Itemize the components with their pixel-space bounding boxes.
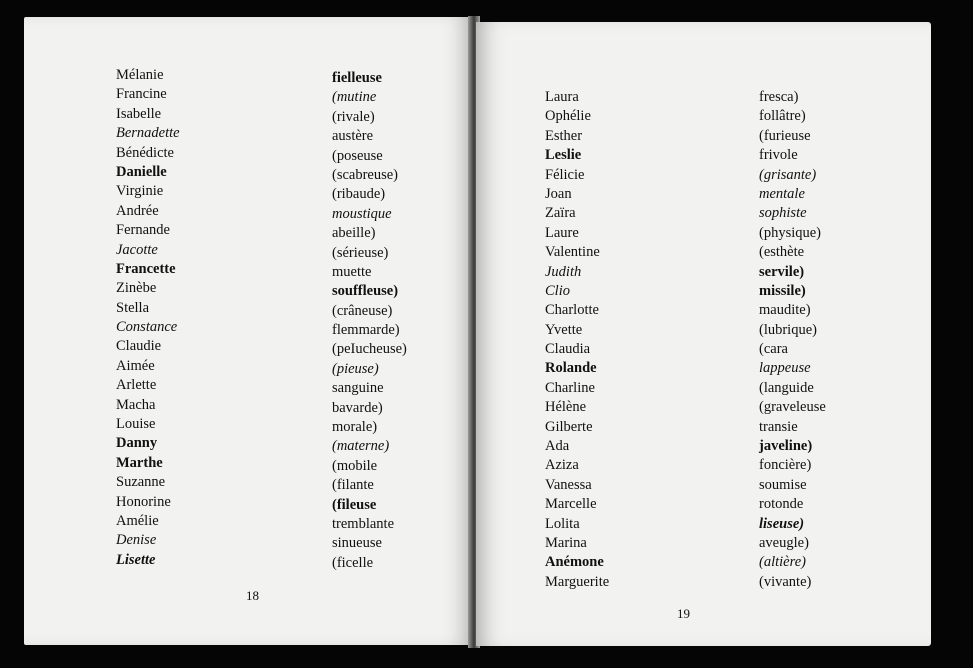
name-entry: Claudia — [545, 341, 591, 358]
word-entry: (pieuse) — [332, 360, 379, 377]
name-entry: Stella — [116, 299, 150, 316]
word-entry: missile) — [759, 282, 806, 299]
word-entry: servile) — [759, 263, 805, 280]
word-entry: muette — [332, 263, 372, 280]
word-entry: moustique — [332, 205, 392, 222]
name-entry: Virginie — [116, 183, 164, 200]
word-entry: (languide — [759, 379, 814, 396]
word-entry: (ficelle — [332, 554, 374, 571]
name-entry: Arlette — [116, 377, 157, 394]
right-names-column — [545, 88, 609, 592]
word-entry: lappeuse — [759, 360, 811, 377]
name-entry: Vanessa — [545, 476, 592, 493]
page-number-right: 19 — [677, 606, 690, 621]
name-entry: Joan — [545, 185, 572, 202]
word-entry: (sérieuse) — [332, 244, 389, 261]
word-entry: (vivante) — [759, 573, 812, 590]
name-entry: Marina — [545, 534, 587, 551]
name-entry: Ophélie — [545, 108, 591, 125]
word-entry: (lubrique) — [759, 321, 817, 338]
word-entry: rotonde — [759, 496, 804, 513]
name-entry: Constance — [116, 319, 178, 336]
name-entry: Esther — [545, 127, 583, 144]
name-entry: Danielle — [116, 163, 167, 180]
name-entry: Lisette — [116, 551, 156, 568]
name-entry: Marguerite — [545, 573, 610, 590]
name-entry: Marthe — [116, 454, 163, 471]
word-entry: fresca) — [759, 89, 799, 105]
name-entry: Claudie — [116, 338, 162, 355]
name-entry: Yvette — [545, 321, 583, 338]
name-entry: Clio — [545, 282, 570, 299]
name-entry: Jacotte — [116, 241, 158, 258]
word-entry: foncière) — [759, 457, 812, 474]
word-entry: (fileuse — [332, 496, 377, 513]
name-entry: Isabelle — [116, 105, 162, 122]
name-entry: Mélanie — [116, 67, 164, 83]
word-entry: (altière) — [759, 554, 806, 571]
name-entry: Laure — [545, 224, 579, 241]
word-entry: (mutine — [332, 89, 377, 106]
word-entry: sanguine — [332, 380, 384, 397]
word-entry: (mobile — [332, 457, 378, 474]
word-entry: (furieuse — [759, 127, 811, 144]
right-words-column — [759, 88, 826, 592]
word-entry: transie — [759, 418, 798, 435]
name-entry: Judith — [545, 263, 582, 280]
name-entry: Aziza — [545, 457, 579, 474]
word-entry: (peIucheuse) — [332, 341, 407, 358]
name-entry: Francine — [116, 86, 167, 103]
word-entry: (materne) — [332, 438, 390, 455]
name-entry: Macha — [116, 396, 156, 413]
name-entry: Zaïra — [545, 205, 576, 222]
word-entry: sinueuse — [332, 535, 382, 552]
word-entry: (grisante) — [759, 166, 817, 183]
word-entry: (scabreuse) — [332, 166, 399, 183]
name-entry: Aimée — [116, 357, 155, 374]
name-entry: Francette — [116, 260, 176, 277]
word-entry: austère — [332, 128, 374, 145]
name-entry: Charlotte — [545, 302, 599, 319]
name-entry: Bernadette — [116, 125, 180, 142]
word-entry: (graveleuse — [759, 399, 826, 416]
name-entry: Honorine — [116, 493, 171, 510]
word-entry: (esthète — [759, 244, 805, 261]
right-page — [476, 22, 931, 646]
word-entry: (ribaude) — [332, 186, 386, 203]
name-entry: Andrée — [116, 202, 159, 219]
name-entry: Charline — [545, 379, 595, 396]
name-entry: Suzanne — [116, 474, 166, 491]
name-entry: Bénédicte — [116, 144, 174, 161]
word-entry: aveugle) — [759, 534, 809, 551]
word-entry: abeille) — [332, 225, 376, 242]
word-entry: maudite) — [759, 302, 811, 319]
name-entry: Félicie — [545, 166, 585, 183]
name-entry: Anémone — [545, 554, 604, 571]
word-entry: morale) — [332, 419, 378, 436]
name-entry: Leslie — [545, 147, 582, 164]
word-entry: sophiste — [759, 205, 807, 222]
word-entry: bavarde) — [332, 399, 383, 416]
page-number-left: 18 — [246, 588, 259, 603]
word-entry: follâtre) — [759, 108, 806, 125]
word-entry: liseuse) — [759, 515, 805, 532]
word-entry: javeline) — [759, 438, 813, 455]
name-entry: Gilberte — [545, 418, 593, 435]
name-entry: Ada — [545, 438, 570, 455]
name-entry: Rolande — [545, 360, 597, 377]
word-entry: souffleuse) — [332, 283, 399, 300]
word-entry: (poseuse — [332, 147, 383, 164]
word-entry: (filante — [332, 477, 374, 494]
word-entry: (rivale) — [332, 108, 375, 125]
name-entry: Amélie — [116, 512, 159, 529]
name-entry: Louise — [116, 416, 156, 433]
word-entry: (cara — [759, 341, 788, 358]
name-entry: Danny — [116, 435, 158, 452]
word-entry: tremblante — [332, 515, 395, 532]
name-entry: Valentine — [545, 244, 600, 261]
left-page — [24, 17, 472, 645]
word-entry: soumise — [759, 476, 807, 493]
name-entry: Laura — [545, 89, 579, 105]
word-entry: mentale — [759, 185, 805, 202]
word-entry: (crâneuse) — [332, 302, 393, 319]
word-entry: fielleuse — [332, 70, 382, 86]
word-entry: flemmarde) — [332, 322, 400, 339]
name-entry: Fernande — [116, 222, 170, 239]
word-entry: (physique) — [759, 224, 822, 241]
left-names-column — [116, 66, 180, 570]
name-entry: Marcelle — [545, 496, 597, 513]
name-entry: Lolita — [545, 515, 580, 532]
name-entry: Hélène — [545, 399, 587, 416]
name-entry: Zinèbe — [116, 280, 157, 297]
word-entry: frivole — [759, 147, 798, 164]
name-entry: Denise — [116, 532, 157, 549]
left-words-column — [332, 69, 407, 573]
